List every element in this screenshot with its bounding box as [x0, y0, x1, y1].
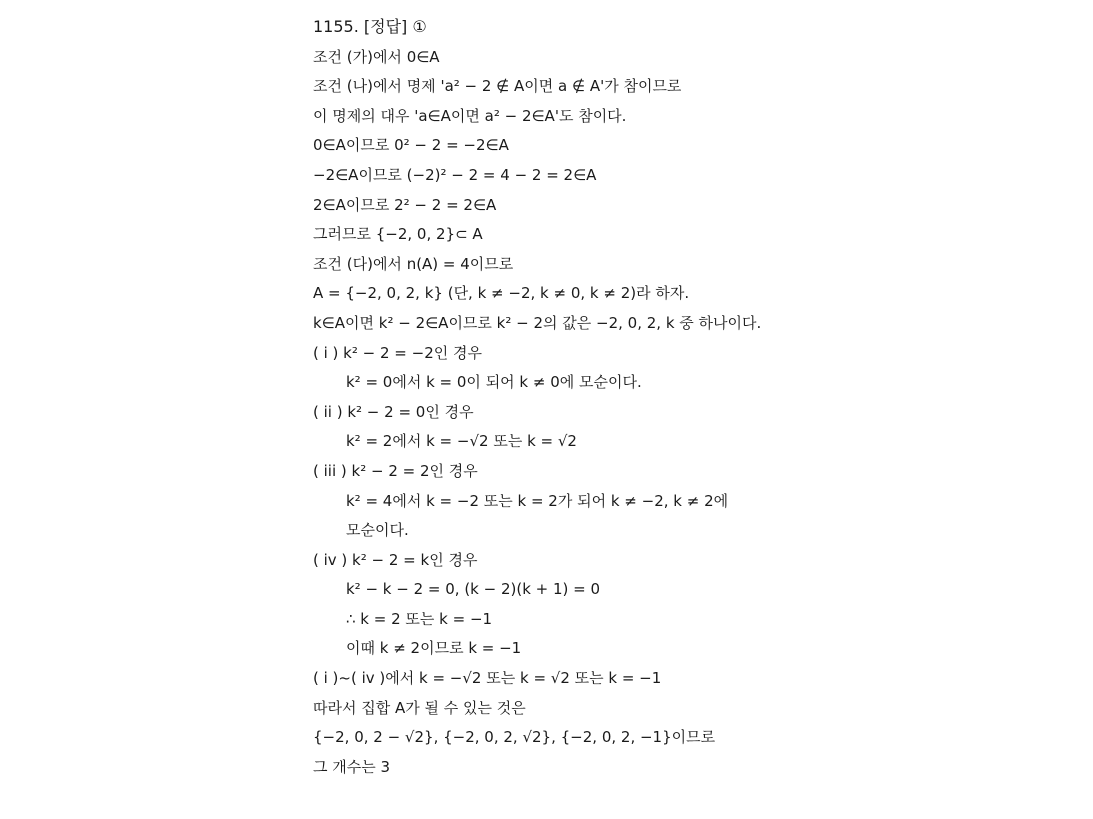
solution-line: 모순이다.	[346, 521, 409, 540]
solution-text	[313, 16, 873, 785]
solution-line: 조건 (가)에서 0∈A	[313, 47, 440, 66]
solution-line: 0∈A이므로 0² − 2 = −2∈A	[313, 136, 509, 155]
problem-header: 1155. [정답] ①	[313, 17, 427, 36]
solution-line: k² − k − 2 = 0, (k − 2)(k + 1) = 0	[346, 580, 601, 599]
solution-line: ∴ k = 2 또는 k = −1	[346, 609, 493, 628]
solution-line: 따라서 집합 A가 될 수 있는 것은	[313, 698, 526, 717]
solution-line: 그러므로 {−2, 0, 2}⊂ A	[313, 225, 483, 244]
solution-line: 2∈A이므로 2² − 2 = 2∈A	[313, 195, 497, 214]
solution-line: k² = 0에서 k = 0이 되어 k ≠ 0에 모순이다.	[346, 373, 642, 392]
solution-line: k² = 4에서 k = −2 또는 k = 2가 되어 k ≠ −2, k ≠ 2에	[346, 491, 729, 510]
solution-line: 이 명제의 대우 'a∈A이면 a² − 2∈A'도 참이다.	[313, 106, 627, 125]
solution-line: k∈A이면 k² − 2∈A이므로 k² − 2의 값은 −2, 0, 2, k 중 하나이다.	[313, 313, 762, 332]
solution-line: ( iv ) k² − 2 = k인 경우	[313, 550, 478, 569]
solution-line: −2∈A이므로 (−2)² − 2 = 4 − 2 = 2∈A	[313, 165, 597, 184]
solution-line: 이때 k ≠ 2이므로 k = −1	[346, 639, 522, 658]
solution-line: 그 개수는 3	[313, 757, 391, 776]
solution-line: 조건 (나)에서 명제 'a² − 2 ∉ A이면 a ∉ A'가 참이므로	[313, 77, 682, 96]
solution-line: {−2, 0, 2 − √2}, {−2, 0, 2, √2}, {−2, 0, 2, −1}이므로	[313, 728, 716, 747]
solution-line: ( iii ) k² − 2 = 2인 경우	[313, 461, 478, 480]
solution-line: ( i ) k² − 2 = −2인 경우	[313, 343, 482, 362]
solution-line: ( ii ) k² − 2 = 0인 경우	[313, 402, 474, 421]
solution-line: A = {−2, 0, 2, k} (단, k ≠ −2, k ≠ 0, k ≠ 2)라 하자.	[313, 284, 690, 303]
solution-line: 조건 (다)에서 n(A) = 4이므로	[313, 254, 514, 273]
solution-line: ( i )~( iv )에서 k = −√2 또는 k = √2 또는 k = −1	[313, 669, 662, 688]
solution-line: k² = 2에서 k = −√2 또는 k = √2	[346, 432, 577, 451]
